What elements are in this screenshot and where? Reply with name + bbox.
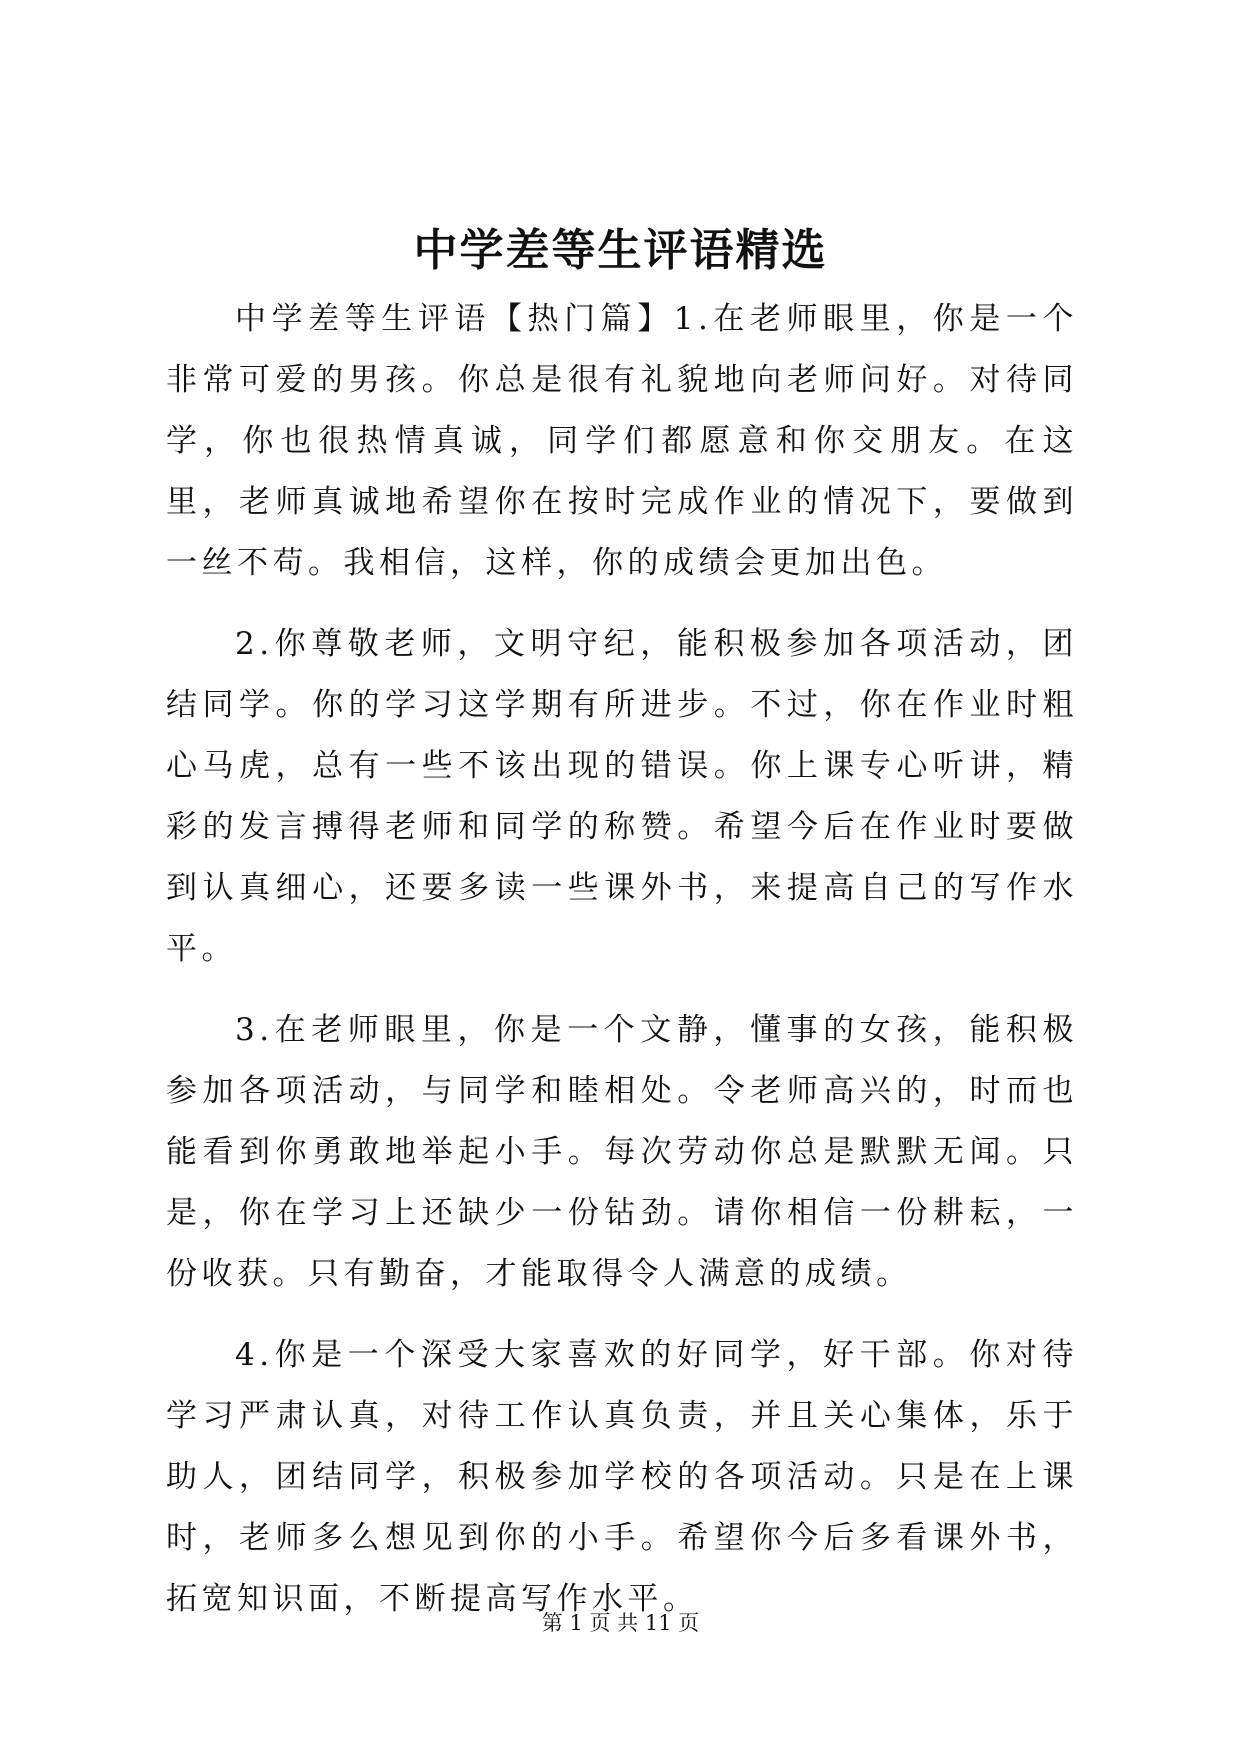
page-number: 第 1 页 共 11 页 xyxy=(541,1611,700,1635)
document-title: 中学差等生评语精选 xyxy=(413,225,828,276)
paragraph-1: 中学差等生评语【热门篇】1.在老师眼里，你是一个非常可爱的男孩。你总是很有礼貌地向老师问好。对待同学，你也很热情真诚，同学们都愿意和你交朋友。在这里，老师真诚地希望你在按时完成作业的情况下，要做到一丝不苟。我相信，这样，你的成绩会更加出色。 xyxy=(166,301,1078,581)
paragraph-3: 3.在老师眼里，你是一个文静，懂事的女孩，能积极参加各项活动，与同学和睦相处。令老师高兴的，时而也能看到你勇敢地举起小手。每次劳动你总是默默无闻。只是，你在学习上还缺少一份钻劲。请你相信一份耕耘，一份收获。只有勤奋，才能取得令人满意的成绩。 xyxy=(166,1012,1078,1292)
paragraph-4: 4.你是一个深受大家喜欢的好同学，好干部。你对待学习严肃认真，对待工作认真负责，并且关心集体，乐于助人，团结同学，积极参加学校的各项活动。只是在上课时，老师多么想见到你的小手。希望你今后多看课外书，拓宽知识面，不断提高写作水平。 xyxy=(166,1337,1078,1617)
document-body xyxy=(166,289,1078,1630)
paragraph-2: 2.你尊敬老师，文明守纪，能积极参加各项活动，团结同学。你的学习这学期有所进步。不过，你在作业时粗心马虎，总有一些不该出现的错误。你上课专心听讲，精彩的发言搏得老师和同学的称赞。希望今后在作业时要做到认真细心，还要多读一些课外书，来提高自己的写作水平。 xyxy=(166,626,1078,967)
page-footer xyxy=(0,1608,1241,1638)
